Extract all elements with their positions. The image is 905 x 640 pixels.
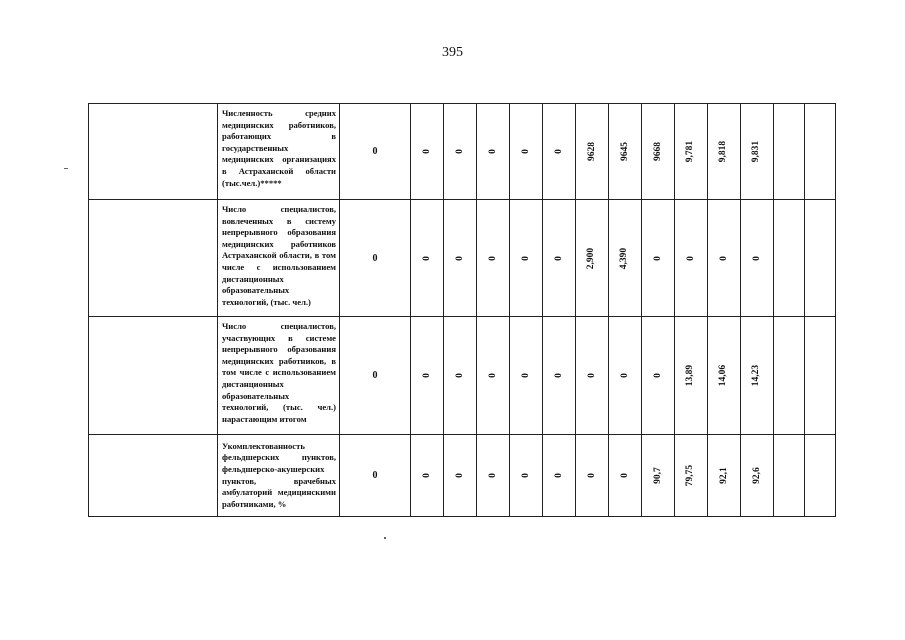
cell-value: 0 (718, 255, 729, 261)
cell-value: 9645 (619, 142, 630, 161)
cell-value: 0 (553, 255, 564, 261)
table-cell (411, 435, 444, 517)
cell-value: 79,75 (685, 464, 696, 487)
table-cell-empty (805, 317, 836, 435)
table-cell (510, 435, 543, 517)
table-cell (543, 435, 576, 517)
table-cell (444, 317, 477, 435)
table-cell (642, 435, 675, 517)
table-cell (741, 200, 774, 317)
table-cell-empty (774, 317, 805, 435)
cell-value: 0 (520, 255, 531, 261)
cell-value: 0 (421, 149, 432, 154)
table-cell (576, 104, 609, 200)
table-cell (708, 104, 741, 200)
table-cell (510, 317, 543, 435)
table-cell (411, 317, 444, 435)
table-cell-empty (89, 104, 218, 200)
cell-value: 0 (553, 473, 564, 478)
table-cell-empty (89, 200, 218, 317)
table-cell-empty (89, 435, 218, 517)
cell-value: 9,818 (718, 140, 729, 163)
table-cell (609, 317, 642, 435)
cell-value: 0 (520, 373, 531, 378)
table-row (89, 104, 836, 200)
table-cell (444, 200, 477, 317)
cell-value: 9,831 (751, 140, 762, 163)
cell-value: 0 (520, 473, 531, 478)
cell-value: 9,781 (685, 140, 696, 163)
table-cell (741, 435, 774, 517)
table-cell (675, 317, 708, 435)
table-cell (444, 104, 477, 200)
table-cell (609, 200, 642, 317)
table-cell (642, 317, 675, 435)
table-cell (576, 200, 609, 317)
cell-value: 0 (454, 373, 465, 378)
cell-value: 0 (586, 473, 597, 478)
cell-value: 0 (619, 473, 630, 478)
table-cell (477, 104, 510, 200)
cell-value: 9628 (586, 142, 597, 161)
cell-value: 4,390 (619, 247, 630, 269)
page-number: 395 (442, 45, 463, 60)
cell-value: 0 (553, 149, 564, 154)
table-cell (741, 104, 774, 200)
table-cell (543, 200, 576, 317)
table-cell (510, 200, 543, 317)
cell-value: 14,23 (751, 364, 762, 387)
cell-value: 0 (454, 473, 465, 478)
table-cell (444, 435, 477, 517)
cell-value: 0 (520, 149, 531, 154)
table-cell (708, 317, 741, 435)
cell-value: 0 (487, 255, 498, 261)
cell-value: 0 (619, 373, 630, 378)
table-cell-empty (774, 200, 805, 317)
cell-value: 0 (553, 373, 564, 378)
cell-value: 0 (487, 373, 498, 378)
table-cell (708, 200, 741, 317)
table-row (89, 435, 836, 517)
table-cell (411, 104, 444, 200)
table-cell (642, 200, 675, 317)
cell-value: 0 (421, 473, 432, 478)
row-description: Укомплектованность фельдшерских пунктов, фельдшерско-акушерских пунктов, врачебных амбулаторий медицинскими работниками, % (218, 435, 340, 517)
cell-value: 0 (454, 149, 465, 154)
table-cell-empty (774, 435, 805, 517)
table-cell (609, 104, 642, 200)
cell-value: 0 (652, 373, 663, 378)
cell-value: 0 (685, 255, 696, 261)
cell-value: 0 (454, 255, 465, 261)
table-cell (477, 200, 510, 317)
table-cell (675, 200, 708, 317)
table-row (89, 317, 836, 435)
cell-value: 9668 (652, 142, 663, 161)
table-cell (477, 317, 510, 435)
cell-value: 0 (487, 473, 498, 478)
table-cell (741, 317, 774, 435)
cell-value: 90,7 (652, 467, 663, 484)
row-description: Число специалистов, вовлеченных в систему непрерывного образования медицинских работников Астраханской области, в том числе с использованием дистанционных образовательных технологий, (тыс. чел.) (218, 200, 340, 317)
table-cell: 0 (340, 435, 411, 517)
table-cell (609, 435, 642, 517)
table-cell (675, 104, 708, 200)
cell-value: 0 (421, 373, 432, 378)
table-row (89, 200, 836, 317)
cell-value: 13,89 (685, 364, 696, 387)
scan-mark (64, 168, 68, 169)
indicators-table (88, 103, 836, 517)
cell-value: 92,6 (751, 467, 762, 484)
table-cell: 0 (340, 104, 411, 200)
row-description: Число специалистов, участвующих в системе непрерывного образования медицинских работников, в том числе с использованием дистанционных образовательных технологий, (тыс. чел.) нарастающим итогом (218, 317, 340, 435)
table-cell: 0 (340, 200, 411, 317)
cell-value: 14,06 (718, 364, 729, 387)
table-cell-empty (805, 104, 836, 200)
cell-value: 0 (652, 255, 663, 261)
table-cell-empty (774, 104, 805, 200)
table-cell-empty (805, 435, 836, 517)
table-cell (576, 317, 609, 435)
cell-value: 0 (421, 255, 432, 261)
scan-dot (384, 537, 386, 539)
cell-value: 0 (487, 149, 498, 154)
table-cell (708, 435, 741, 517)
table-cell (543, 317, 576, 435)
cell-value: 92,1 (718, 467, 729, 484)
table-cell (642, 104, 675, 200)
table-cell (411, 200, 444, 317)
table-cell: 0 (340, 317, 411, 435)
table-cell (477, 435, 510, 517)
table-cell (510, 104, 543, 200)
table-cell-empty (89, 317, 218, 435)
cell-value: 0 (586, 373, 597, 378)
table-cell (675, 435, 708, 517)
table-cell-empty (805, 200, 836, 317)
table-cell (543, 104, 576, 200)
cell-value: 2,900 (586, 247, 597, 269)
row-description: Численность средних медицинских работников, работающих в государственных медицинских организациях в Астраханской области (тыс.чел.)***** (218, 104, 340, 200)
table-cell (576, 435, 609, 517)
cell-value: 0 (751, 255, 762, 261)
